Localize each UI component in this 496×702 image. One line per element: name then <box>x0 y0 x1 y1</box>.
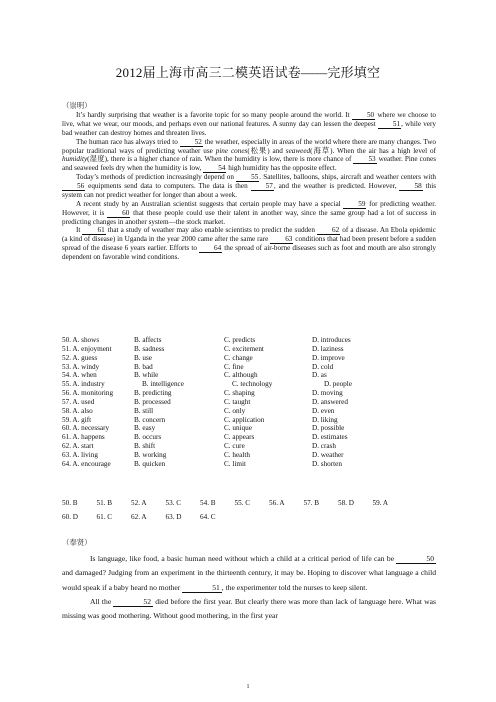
option-item: C. only <box>224 406 246 415</box>
option-item: D. possible <box>312 424 345 433</box>
italic-term: seaweed <box>285 146 311 155</box>
option-row <box>62 433 462 442</box>
option-item: C. health <box>224 450 250 459</box>
blank-50: 50 <box>396 554 436 564</box>
passage-fengxian <box>62 552 436 623</box>
blank-54: 54 <box>203 165 226 173</box>
italic-term: pine cones <box>215 146 248 155</box>
paragraph: The human race has always tried to 52 the weather, especially in areas of the world where there are many changes. Two popular traditional ways of predicting weather use pine cones(松果) and seaweed(海草). When the air has a high level of humidity(湿度), there is a higher chance of rain. When the humidity is low, there is more chance of 53 weather. Pine cones and seaweed feels dry when the humidity is low, 54 high humidity has the opposite effect. <box>62 137 437 173</box>
option-item: C. unique <box>224 424 252 433</box>
blank-50: 50 <box>352 112 375 120</box>
answer-item: 53. C <box>165 499 182 507</box>
option-item: C. application <box>224 415 265 424</box>
answer-item: 62. A <box>131 513 147 521</box>
paragraph: Today’s methods of prediction increasingly depend on 55. Satellites, balloons, ships, aircraft and weather centers with 56 equipments send data to computers. The data is then 57, and the weather is predicted. However, 58 this system can not predict weather for longer than about a week. <box>62 173 437 200</box>
option-row <box>62 407 462 416</box>
option-item: 52. A. guess <box>62 353 98 362</box>
option-item: B. processed <box>134 397 171 406</box>
option-row <box>62 451 462 460</box>
option-item: C. fine <box>224 362 244 371</box>
blank-64: 64 <box>199 245 222 253</box>
option-item: 62. A. start <box>62 442 94 451</box>
option-row <box>62 363 462 372</box>
answer-item: 51. B <box>96 499 113 507</box>
option-item: B. sadness <box>134 344 165 353</box>
option-item: C. change <box>224 353 253 362</box>
blank-57: 57 <box>251 183 274 191</box>
option-item: C. predicts <box>224 336 256 344</box>
blank-53: 53 <box>353 156 376 164</box>
option-item: D. as <box>312 371 327 380</box>
option-item: B. while <box>134 371 159 380</box>
blank-59: 59 <box>343 201 366 209</box>
option-item: 56. A. monitoring <box>62 389 114 398</box>
option-row <box>62 345 462 354</box>
option-item: D. laziness <box>312 344 344 353</box>
paragraph: It’s hardly surprising that weather is a favorite topic for so many people around the world. It 50 where we choose to live, what we wear, our moods, and perhaps even our national features. A sunny day can lessen the deepest 51, while very bad weather can destroy homes and threaten lives. <box>62 111 436 137</box>
option-item: B. easy <box>134 424 156 433</box>
blank-60: 60 <box>107 210 130 218</box>
paragraph: All the 52 died before the first year. But clearly there was more than lack of language here. What was missing was good mothering. Without good mothering, in the first year <box>62 596 436 621</box>
option-item: 55. A. industry <box>62 380 105 389</box>
option-item: D. liking <box>312 415 338 424</box>
answer-item: 60. D <box>62 513 78 521</box>
option-item: D. even <box>312 406 335 415</box>
option-row <box>62 371 462 380</box>
section-label-fengxian: （奉贤） <box>62 538 92 547</box>
option-item: D. shorten <box>312 459 342 468</box>
blank-62: 62 <box>317 227 340 235</box>
option-row <box>62 460 462 469</box>
option-item: C. shaping <box>224 389 255 398</box>
option-row <box>62 380 462 389</box>
option-item: B. predicting <box>134 389 172 398</box>
option-item: C. cure <box>224 442 245 451</box>
option-item: 54. A. when <box>62 371 97 380</box>
answer-key-row-1 <box>62 499 462 507</box>
paragraph: Is language, like food, a basic human need without which a child at a critical period of life can be 50 and damaged? Judging from an experiment in the thirteenth century, it may be. Hoping to discover what language a child would speak if a baby heard no mother 51 , the experimenter told the nurses to keep silent. <box>62 554 436 592</box>
option-item: C. excitement <box>224 344 264 353</box>
answer-item: 58. D <box>338 499 354 507</box>
option-item: B. occurs <box>134 433 162 442</box>
answer-item: 56. A <box>269 499 285 507</box>
option-item: C. limit <box>224 459 246 468</box>
blank-58: 58 <box>399 183 422 191</box>
option-item: D. introduces <box>312 336 351 344</box>
answer-key-row-2 <box>62 513 462 521</box>
option-item: B. bad <box>134 362 153 371</box>
option-item: 64. A. encourage <box>62 459 111 468</box>
option-item: D. improve <box>312 353 345 362</box>
option-item: 57. A. used <box>62 397 95 406</box>
option-item: C. taught <box>224 397 251 406</box>
answer-item: 59. A <box>372 499 389 507</box>
option-item: B. working <box>134 450 167 459</box>
option-item: B. intelligence <box>142 380 184 389</box>
option-item: B. affects <box>134 336 162 344</box>
option-item: 61. A. happens <box>62 433 105 442</box>
option-item: 58. A. also <box>62 406 93 415</box>
blank-52: 52 <box>180 139 203 147</box>
answer-item: 64. C <box>200 513 216 521</box>
option-row <box>62 389 462 398</box>
option-item: D. estimates <box>312 433 348 442</box>
option-item: 50. A. shows <box>62 336 100 344</box>
option-item: 63. A. living <box>62 450 98 459</box>
option-item: 51. A. enjoyment <box>62 344 112 353</box>
paragraph: It 61 that a study of weather may also enable scientists to predict the sudden 62 of a disease. An Ebola epidemic (a kind of disease) in Uganda in the year 2000 came after the same rare 63 conditions that had been present before a sudden spread of the disease 6 years earlier. Efforts to 64 the spread of air-borne diseases such as foot and mouth are also strongly dependent on favorable wind conditions. <box>62 226 436 262</box>
answer-item: 57. B <box>303 499 320 507</box>
answer-item: 50. B <box>62 499 78 507</box>
page-number: 1 <box>246 684 250 690</box>
answer-item: 55. C <box>234 499 251 507</box>
option-item: 60. A. necessary <box>62 424 110 433</box>
blank-55: 55 <box>236 174 259 182</box>
blank-52: 52 <box>113 597 153 607</box>
option-item: C. technology <box>232 380 273 389</box>
option-item: D. people <box>324 380 352 389</box>
answer-item: 52. A <box>131 499 147 507</box>
option-item: B. use <box>134 353 152 362</box>
option-row <box>62 336 462 345</box>
option-item: C. although <box>224 371 258 380</box>
passage-chongming <box>62 111 436 262</box>
option-item: C. appears <box>224 433 255 442</box>
italic-term: humidity <box>62 155 88 164</box>
blank-51: 51 <box>182 583 222 593</box>
blank-51: 51 <box>378 121 401 129</box>
option-item: D. weather <box>312 450 344 459</box>
option-row <box>62 424 462 433</box>
option-row <box>62 416 462 425</box>
option-row <box>62 398 462 407</box>
answer-item: 63. D <box>165 513 182 521</box>
option-row <box>62 442 462 451</box>
answer-item: 54. B <box>200 499 216 507</box>
option-item: D. crash <box>312 442 336 451</box>
blank-61: 61 <box>82 227 105 235</box>
option-item: D. answered <box>312 397 348 406</box>
option-item: B. still <box>134 406 154 415</box>
option-row <box>62 354 462 363</box>
option-item: 53. A. windy <box>62 362 100 371</box>
option-item: D. cold <box>312 362 334 371</box>
option-item: 59. A. gift <box>62 415 92 424</box>
section-label-chongming: （崇明） <box>62 101 92 110</box>
paragraph: A recent study by an Australian scientist suggests that certain people may have a special 59 for predicting weather. However, it is 60 that these people could use their talent in another way, since the same group had a lot of success in predicting changes in another system—the stock market. <box>62 199 437 226</box>
answer-item: 61. C <box>96 513 113 521</box>
blank-56: 56 <box>62 183 85 191</box>
option-item: D. moving <box>312 389 343 398</box>
option-item: B. shift <box>134 442 156 451</box>
document-title: 2012届上海市高三二模英语试卷——完形填空 <box>115 65 381 80</box>
option-item: B. concern <box>134 415 166 424</box>
blank-63: 63 <box>270 236 293 244</box>
options-list <box>62 336 462 469</box>
option-item: B. quicken <box>134 459 166 468</box>
